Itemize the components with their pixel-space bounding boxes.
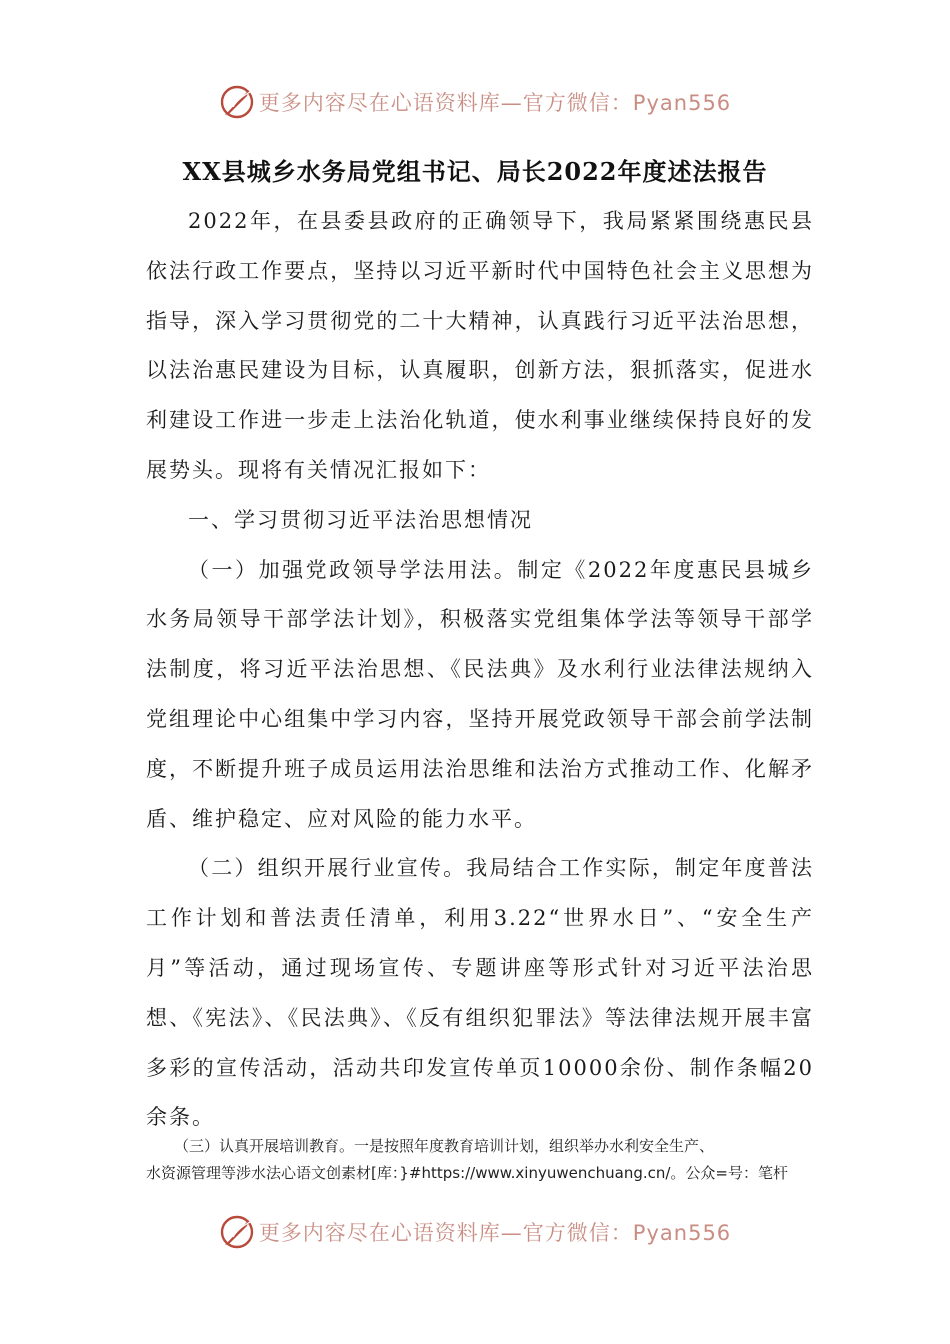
quill-pen-logo-icon bbox=[219, 1214, 255, 1250]
section-heading-1: 一、学习贯彻习近平法治思想情况 bbox=[188, 507, 533, 532]
header-banner-text: 更多内容尽在心语资料库—官方微信：Pyan556 bbox=[258, 91, 732, 115]
paragraph-intro: 2022年，在县委县政府的正确领导下，我局紧紧围绕惠民县依法行政工作要点，坚持以习近平新时代中国特色社会主义思想为指导，深入学习贯彻党的二十大精神，认真践行习近平法治思想，以法治惠民建设为目标，认真履职，创新方法，狠抓落实，促进水利建设工作进一步走上法治化轨道，使水利事业继续保持良好的发展势头。现将有关情况汇报如下： bbox=[146, 209, 814, 482]
paragraph-subsection-1: （一）加强党政领导学法用法。制定《2022年度惠民县城乡水务局领导干部学法计划》，积极落实党组集体学法等领导干部学法制度，将习近平法治思想、《民法典》及水利行业法律法规纳入党组理论中心组集中学习内容，坚持开展党政领导干部会前学法制度，不断提升班子成员运用法治思维和法治方式推动工作、化解矛盾、维护稳定、应对风险的能力水平。 bbox=[146, 557, 814, 831]
footer-banner bbox=[0, 1210, 950, 1254]
header-banner bbox=[0, 80, 950, 124]
footnote-text bbox=[146, 1133, 816, 1187]
quill-pen-logo-icon bbox=[219, 84, 255, 120]
paragraph-subsection-2: （二）组织开展行业宣传。我局结合工作实际，制定年度普法工作计划和普法责任清单，利用3.22“世界水日”、“安全生产月”等活动，通过现场宣传、专题讲座等形式针对习近平法治思想、《宪法》、《民法典》、《反有组织犯罪法》等法律法规开展丰富多彩的宣传活动，活动共印发宣传单页10000余份、制作条幅20余条。 bbox=[146, 856, 814, 1130]
footer-banner-text: 更多内容尽在心语资料库—官方微信：Pyan556 bbox=[258, 1221, 732, 1245]
footnote-line-1: （三）认真开展培训教育。一是按照年度教育培训计划，组织举办水利安全生产、 bbox=[174, 1137, 715, 1155]
document-title: XX县城乡水务局党组书记、局长2022年度述法报告 bbox=[182, 157, 768, 186]
footnote-line-2: 水资源管理等涉水法心语文创素材[库：}#https://www.xinyuwenchuang.cn/。公众=号：笔杆 bbox=[146, 1164, 788, 1182]
document-body bbox=[146, 197, 814, 1143]
